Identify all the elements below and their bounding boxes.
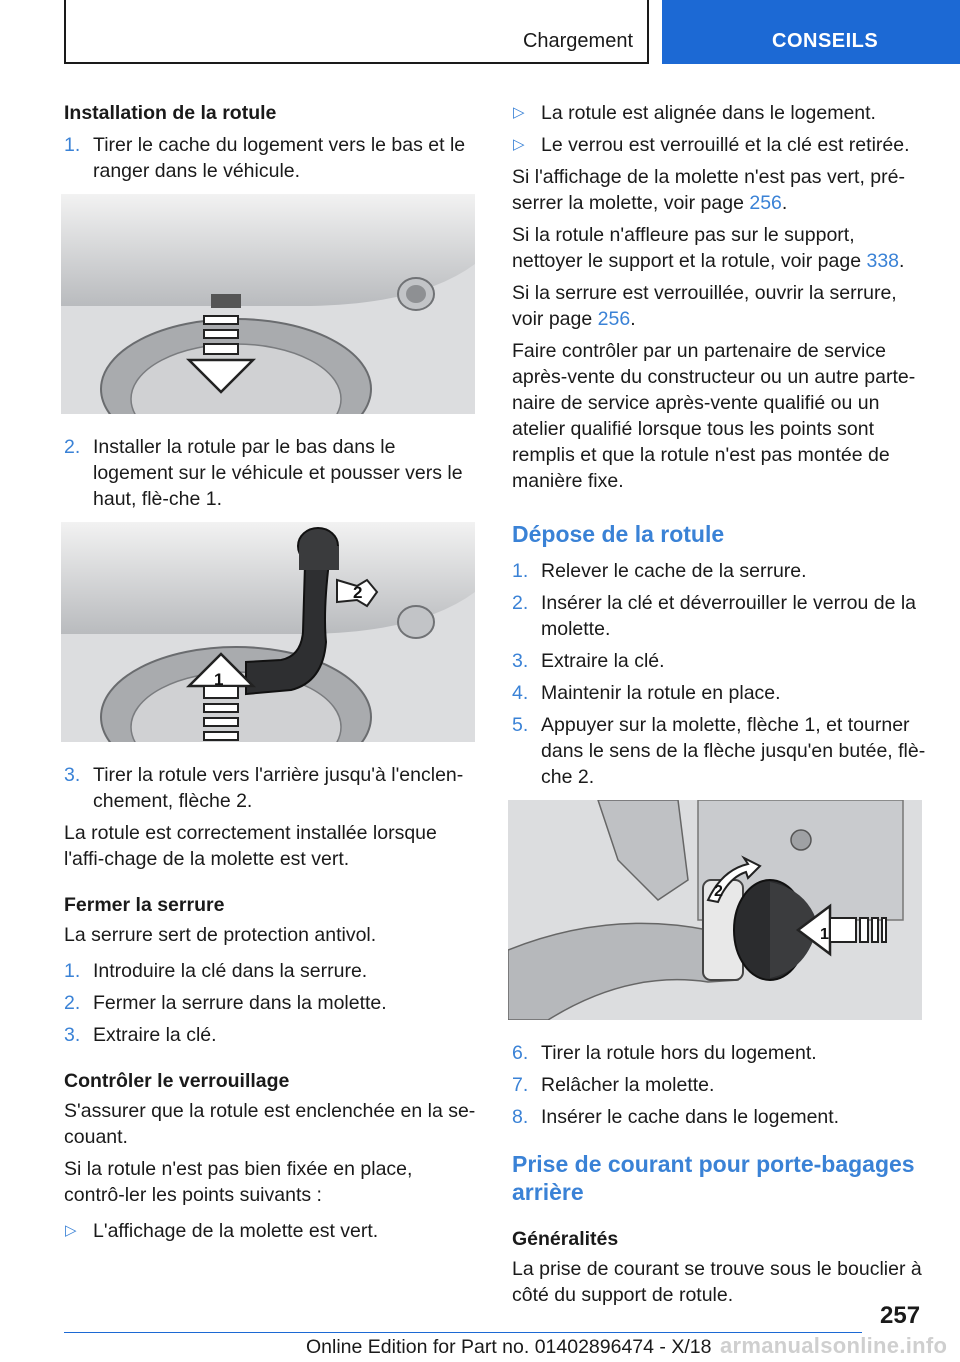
page-link-256[interactable]: 256 [749, 192, 782, 214]
text: . [899, 250, 905, 272]
step-text: Relâcher la molette. [541, 1074, 715, 1096]
list-item [512, 1040, 926, 1066]
install-note: La rotule est correctement installée lorsque l'affi‐chage de la molette est vert. [64, 822, 437, 870]
step-text: Extraire la clé. [93, 1024, 217, 1046]
page-link-256[interactable]: 256 [597, 308, 631, 330]
list-item [64, 1022, 476, 1048]
footer-edition: Online Edition for Part no. 01402896474 - X/18 [306, 1336, 712, 1358]
lock-steps [64, 958, 476, 1048]
bullet-triangle-icon: ▷ [513, 136, 525, 153]
removal-steps-b [512, 1040, 926, 1130]
step-number: 1. [64, 134, 81, 156]
list-item [512, 100, 926, 126]
step-text: Insérer la clé et déverrouiller le verrou de la molette. [541, 592, 917, 640]
paragraph-clean [512, 222, 926, 274]
check-bullets-left [64, 1218, 476, 1244]
step-text: Extraire la clé. [541, 650, 665, 672]
list-item [512, 132, 926, 158]
step-text: Fermer la serrure dans la molette. [93, 992, 387, 1014]
list-item [64, 958, 476, 984]
step-text: Insérer le cache dans le logement. [541, 1106, 840, 1128]
bullet-triangle-icon: ▷ [65, 1222, 77, 1239]
text: . [630, 308, 636, 330]
arrow-label-2: 2 [353, 583, 363, 602]
step-number: 3. [64, 1024, 81, 1046]
step-number: 8. [512, 1106, 529, 1128]
check-title: Contrôler le verrouillage [64, 1070, 290, 1092]
removal-steps-a [512, 558, 926, 790]
list-item [64, 1218, 476, 1244]
step-number: 4. [512, 682, 529, 704]
step-number: 7. [512, 1074, 529, 1096]
text: Si l'affichage de la molette n'est pas vert, pré‐serrer la molette, voir page [512, 166, 905, 214]
list-item [64, 990, 476, 1016]
locking-knob-illustration [508, 800, 922, 1020]
step-number: 5. [512, 714, 529, 736]
list-item [512, 1104, 926, 1130]
page-header [0, 0, 960, 66]
step-number: 1. [512, 560, 529, 582]
step-number: 2. [64, 436, 81, 458]
step-number: 3. [64, 764, 81, 786]
list-item [512, 648, 926, 674]
install-title: Installation de la rotule [64, 102, 277, 124]
figure-cover-removal [61, 194, 475, 414]
paragraph-service: Faire contrôler par un partenaire de service après-vente du constructeur ou un autre parte‐naire de service après-vente qualifié ou un atelier qualifié lorsque tous les points sont remplis et que la rotule n'est pas montée de manière fixe. [512, 340, 916, 492]
figure-ball-insert [61, 522, 475, 742]
page-link-338[interactable]: 338 [866, 250, 900, 272]
footer-watermark: armanualsonline.info [720, 1333, 948, 1358]
step-text: Appuyer sur la molette, flèche 1, et tourner dans le sens de la flèche jusqu'en butée, flè‐che 2. [541, 714, 926, 788]
step-number: 2. [64, 992, 81, 1014]
step-text: Tirer la rotule hors du logement. [541, 1042, 817, 1064]
step-text: Tirer le cache du logement vers le bas et le ranger dans le véhicule. [93, 134, 466, 182]
conseils-label: CONSEILS [772, 30, 879, 52]
list-item [64, 762, 476, 814]
tow-ball-illustration [61, 522, 475, 742]
figure-knob-turn [508, 800, 922, 1020]
step-text: Installer la rotule par le bas dans le logement sur le véhicule et pousser vers le haut, flè‐che 1. [93, 436, 463, 510]
section-title: Chargement [522, 30, 633, 52]
list-item [512, 680, 926, 706]
bullet-text: L'affichage de la molette est vert. [93, 1220, 379, 1242]
check-bullets-right [512, 100, 926, 158]
step-number: 3. [512, 650, 529, 672]
step-text: Introduire la clé dans la serrure. [93, 960, 368, 982]
bullet-triangle-icon: ▷ [513, 104, 525, 121]
arrow-label-2: 2 [714, 883, 723, 900]
lock-intro: La serrure sert de protection antivol. [64, 924, 377, 946]
general-title: Généralités [512, 1228, 619, 1250]
step-text: Maintenir la rotule en place. [541, 682, 781, 704]
lock-title: Fermer la serrure [64, 894, 225, 916]
bullet-text: La rotule est alignée dans le logement. [541, 102, 876, 124]
text: Si la rotule n'affleure pas sur le support, nettoyer le support et la rotule, voir page [512, 224, 867, 272]
step-number: 1. [64, 960, 81, 982]
list-item [512, 558, 926, 584]
step-number: 2. [512, 592, 529, 614]
check-paragraph-1: S'assurer que la rotule est enclenchée en la se‐couant. [64, 1100, 476, 1148]
paragraph-preload [512, 164, 926, 216]
list-item [512, 712, 926, 790]
conseils-tab[interactable] [662, 0, 960, 64]
paragraph-unlock [512, 280, 926, 332]
list-item [64, 434, 476, 512]
bullet-text: Le verrou est verrouillé et la clé est retirée. [541, 134, 910, 156]
right-column [512, 100, 926, 1314]
left-column [64, 100, 476, 1250]
general-text: La prise de courant se trouve sous le bouclier à côté du support de rotule. [512, 1258, 922, 1306]
bumper-illustration [61, 194, 475, 414]
text: . [781, 192, 788, 214]
section-header [64, 0, 649, 64]
install-steps-c [64, 762, 476, 814]
install-steps-a [64, 132, 476, 184]
arrow-label-1: 1 [820, 926, 829, 943]
arrow-label-1: 1 [214, 670, 224, 689]
install-steps-b [64, 434, 476, 512]
step-number: 6. [512, 1042, 529, 1064]
list-item [64, 132, 476, 184]
removal-title: Dépose de la rotule [512, 521, 725, 547]
text: Si la serrure est verrouillée, ouvrir la serrure, voir page [512, 282, 897, 330]
step-text: Relever le cache de la serrure. [541, 560, 807, 582]
page-number: 257 [880, 1302, 921, 1329]
socket-title: Prise de courant pour porte-bagages arrière [512, 1151, 915, 1205]
step-text: Tirer la rotule vers l'arrière jusqu'à l'enclen‐chement, flèche 2. [93, 764, 464, 812]
list-item [512, 1072, 926, 1098]
check-paragraph-2: Si la rotule n'est pas bien fixée en place, contrô‐ler les points suivants : [64, 1158, 413, 1206]
list-item [512, 590, 926, 642]
